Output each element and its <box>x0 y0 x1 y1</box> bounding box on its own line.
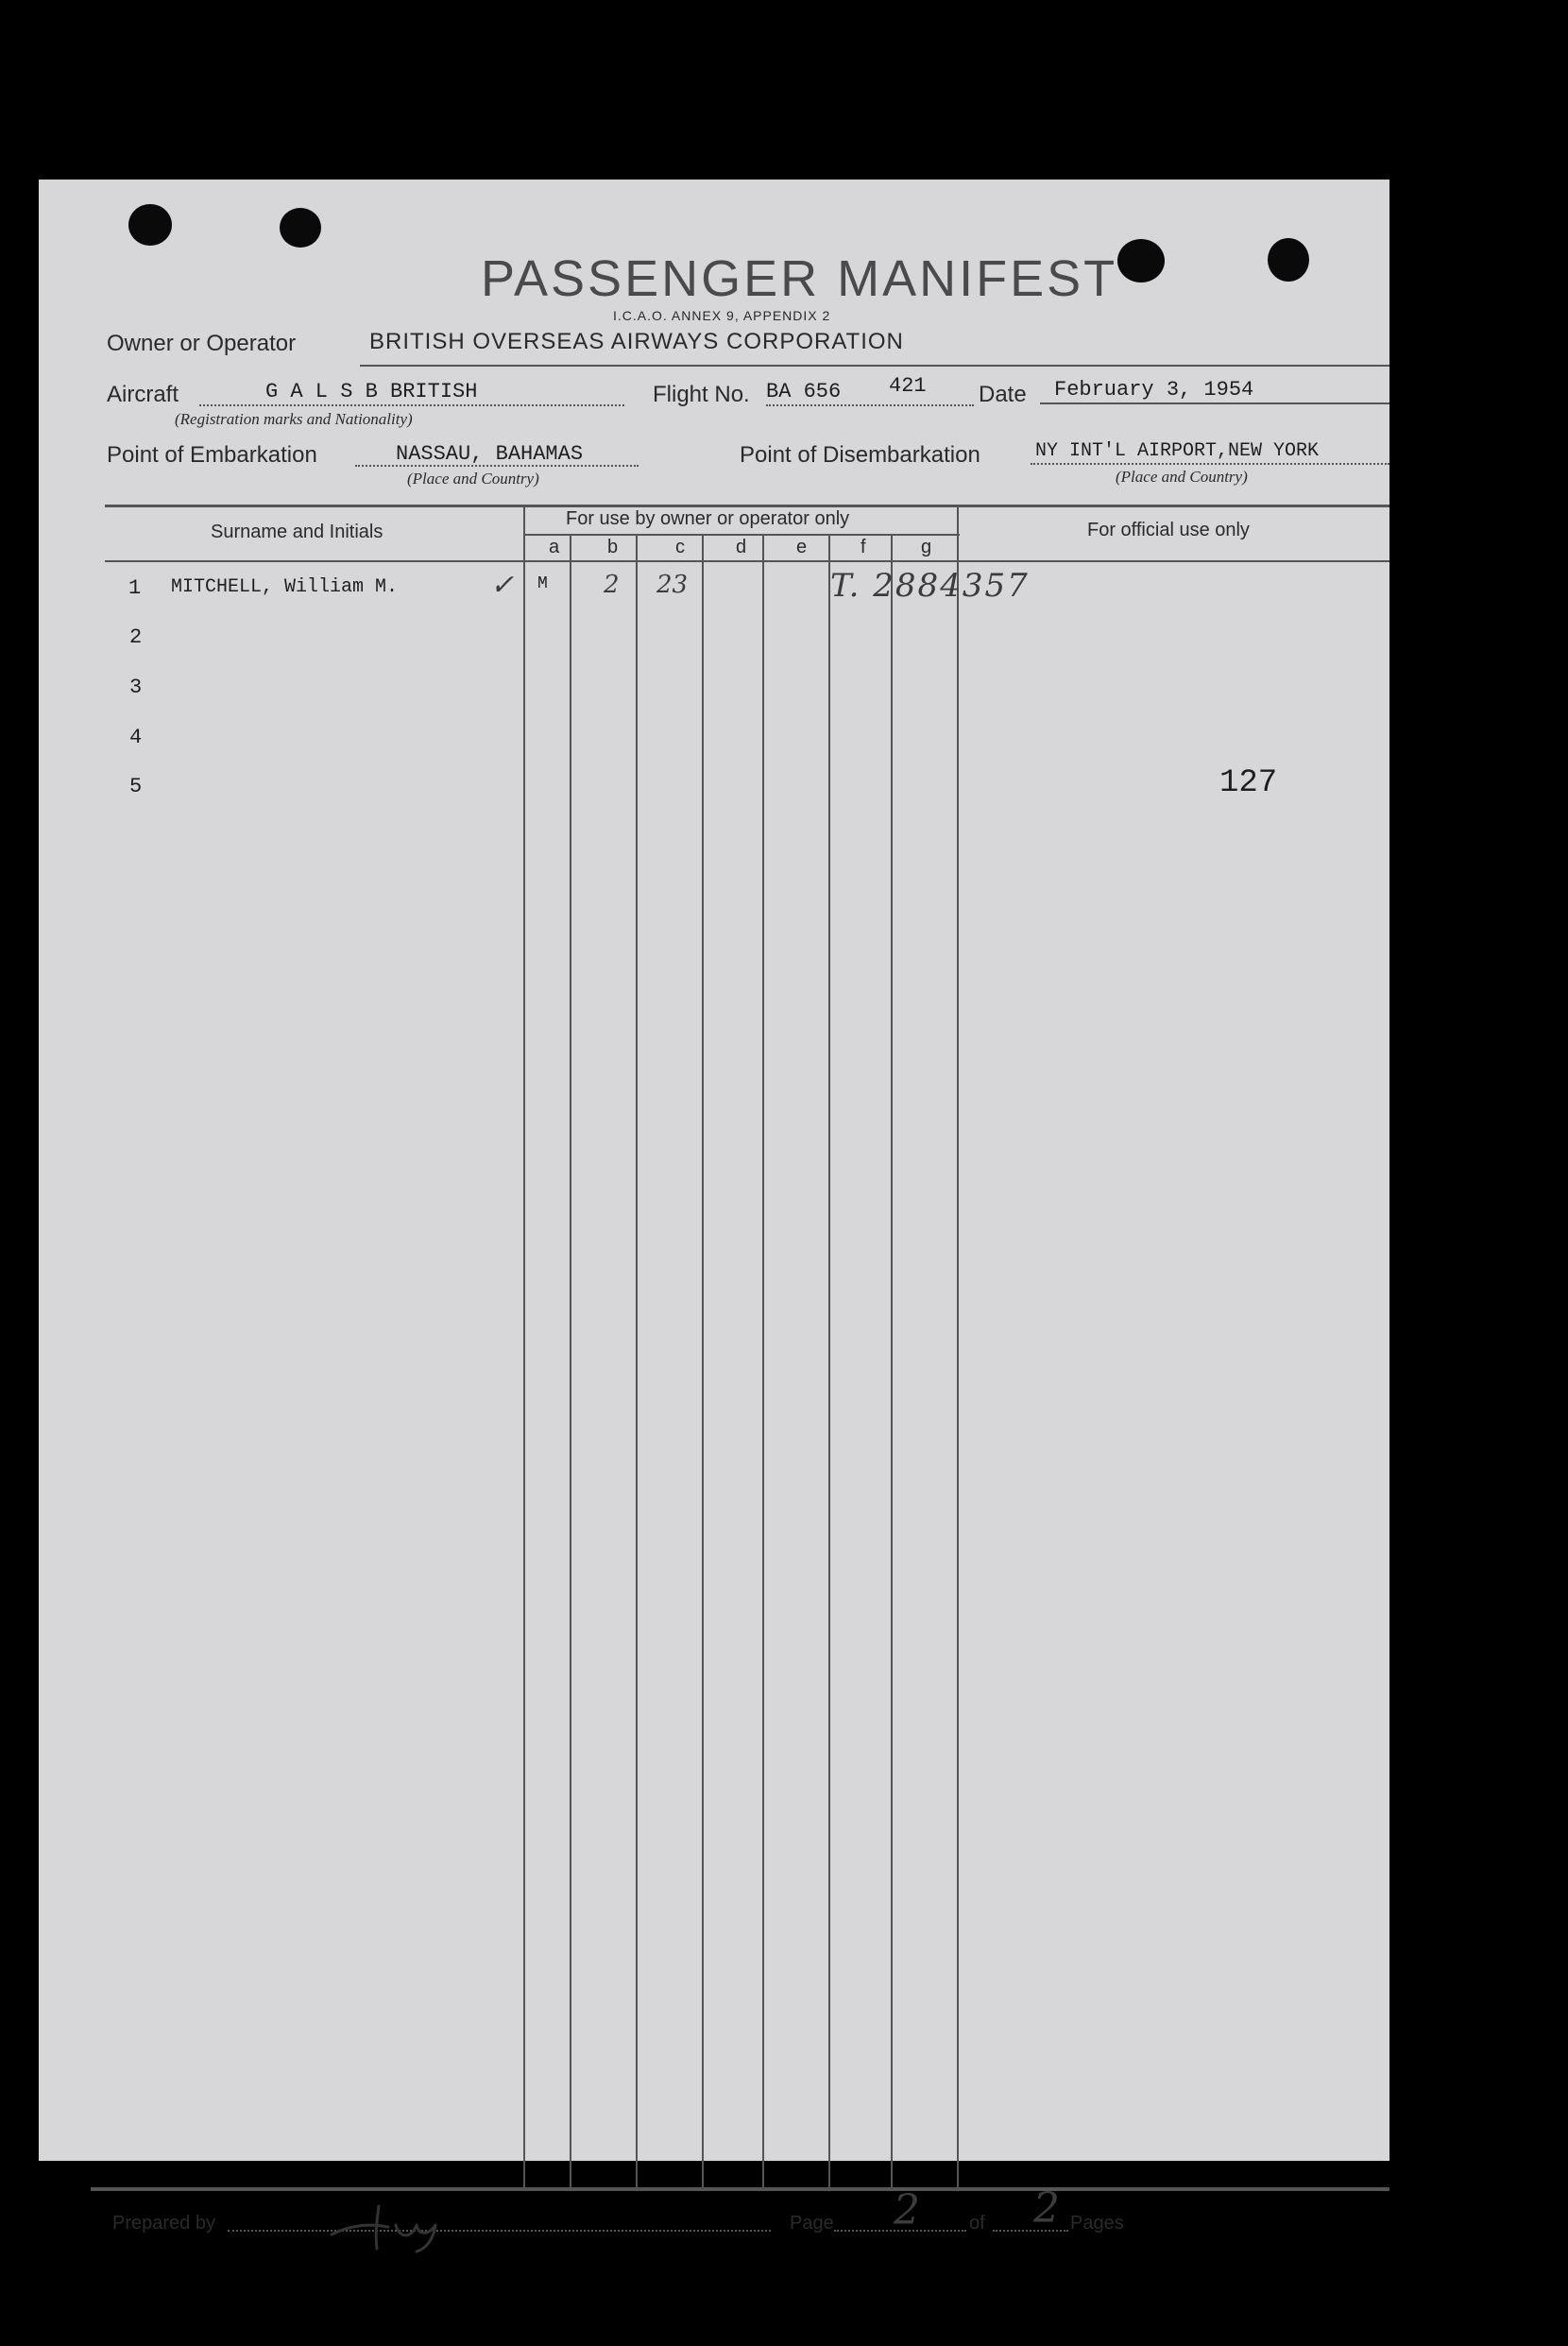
flight-value: BA 656 <box>766 380 842 403</box>
row-number: 2 <box>129 625 143 649</box>
punch-hole-4 <box>1268 238 1309 282</box>
embarkation-line <box>355 465 639 467</box>
aircraft-label: Aircraft <box>107 382 179 407</box>
operator-header-rule <box>525 534 960 536</box>
owner-value: BRITISH OVERSEAS AIRWAYS CORPORATION <box>369 329 904 354</box>
page-subtitle: I.C.A.O. ANNEX 9, APPENDIX 2 <box>613 308 831 323</box>
stamp-number: 127 <box>1219 765 1278 801</box>
aircraft-value: G A L S B BRITISH <box>265 380 478 403</box>
col-header-f: f <box>861 537 866 557</box>
manifest-sheet <box>39 180 1389 2235</box>
row-col-c: 23 <box>656 571 689 599</box>
table-header-bottom-rule <box>105 560 1389 562</box>
page-value: 2 <box>894 2186 920 2235</box>
col-header-name: Surname and Initials <box>211 522 383 542</box>
flight-label: Flight No. <box>653 382 750 407</box>
row-col-b: 2 <box>604 571 620 599</box>
pages-value: 2 <box>1033 2184 1060 2233</box>
row-number: 5 <box>129 775 143 798</box>
embarkation-note: (Place and Country) <box>407 470 539 488</box>
page-label: Page <box>790 2213 834 2234</box>
col-header-c: c <box>675 537 685 557</box>
col-header-d: d <box>736 537 747 557</box>
row-check-mark: ✓ <box>490 569 515 602</box>
owner-rule <box>360 365 1389 367</box>
prepared-by-line <box>228 2230 771 2232</box>
prepared-by-label: Prepared by <box>112 2213 215 2234</box>
aircraft-note: (Registration marks and Nationality) <box>175 410 413 428</box>
date-line <box>1040 402 1389 404</box>
col-header-e: e <box>796 537 808 557</box>
disembarkation-line <box>1031 463 1389 465</box>
col-header-g: g <box>921 537 932 557</box>
row-number: 4 <box>129 726 143 749</box>
aircraft-line <box>199 404 624 406</box>
punch-hole-1 <box>128 204 172 246</box>
col-header-operator: For use by owner or operator only <box>566 508 850 529</box>
row-col-a: M <box>537 574 548 593</box>
pages-label: Pages <box>1070 2213 1124 2234</box>
col-header-b: b <box>607 537 619 557</box>
col-divider-a <box>570 534 571 2188</box>
flight-line <box>766 404 974 406</box>
table-top-rule <box>105 505 1389 507</box>
page-title: PASSENGER MANIFEST <box>481 250 1118 307</box>
of-label: of <box>969 2213 985 2234</box>
disembarkation-value: NY INT'L AIRPORT,NEW YORK <box>1035 440 1320 462</box>
row-number: 1 <box>128 576 142 600</box>
disembarkation-note: (Place and Country) <box>1116 468 1248 486</box>
owner-label: Owner or Operator <box>107 331 297 356</box>
col-divider-e <box>828 534 830 2188</box>
col-header-a: a <box>549 537 560 557</box>
passenger-name: MITCHELL, William M. <box>171 576 399 598</box>
punch-hole-2 <box>280 208 321 248</box>
row-number: 3 <box>129 676 143 699</box>
col-divider-b <box>636 534 638 2188</box>
col-divider-g <box>957 506 959 2188</box>
col-divider-name <box>523 506 525 2188</box>
date-value: February 3, 1954 <box>1054 378 1254 402</box>
punch-hole-3 <box>1117 239 1165 283</box>
col-divider-d <box>762 534 764 2188</box>
col-header-official: For official use only <box>1087 520 1250 540</box>
table-bottom-rule <box>91 2187 1389 2191</box>
flight-handwritten: 421 <box>889 374 927 398</box>
signature-scribble <box>322 2197 492 2253</box>
embarkation-label: Point of Embarkation <box>107 442 317 468</box>
col-divider-c <box>702 534 704 2188</box>
disembarkation-label: Point of Disembarkation <box>740 442 980 468</box>
row-official-number: T. 2884357 <box>830 567 1030 605</box>
embarkation-value: NASSAU, BAHAMAS <box>396 442 584 466</box>
date-label: Date <box>979 382 1027 407</box>
col-divider-f <box>891 534 893 2188</box>
